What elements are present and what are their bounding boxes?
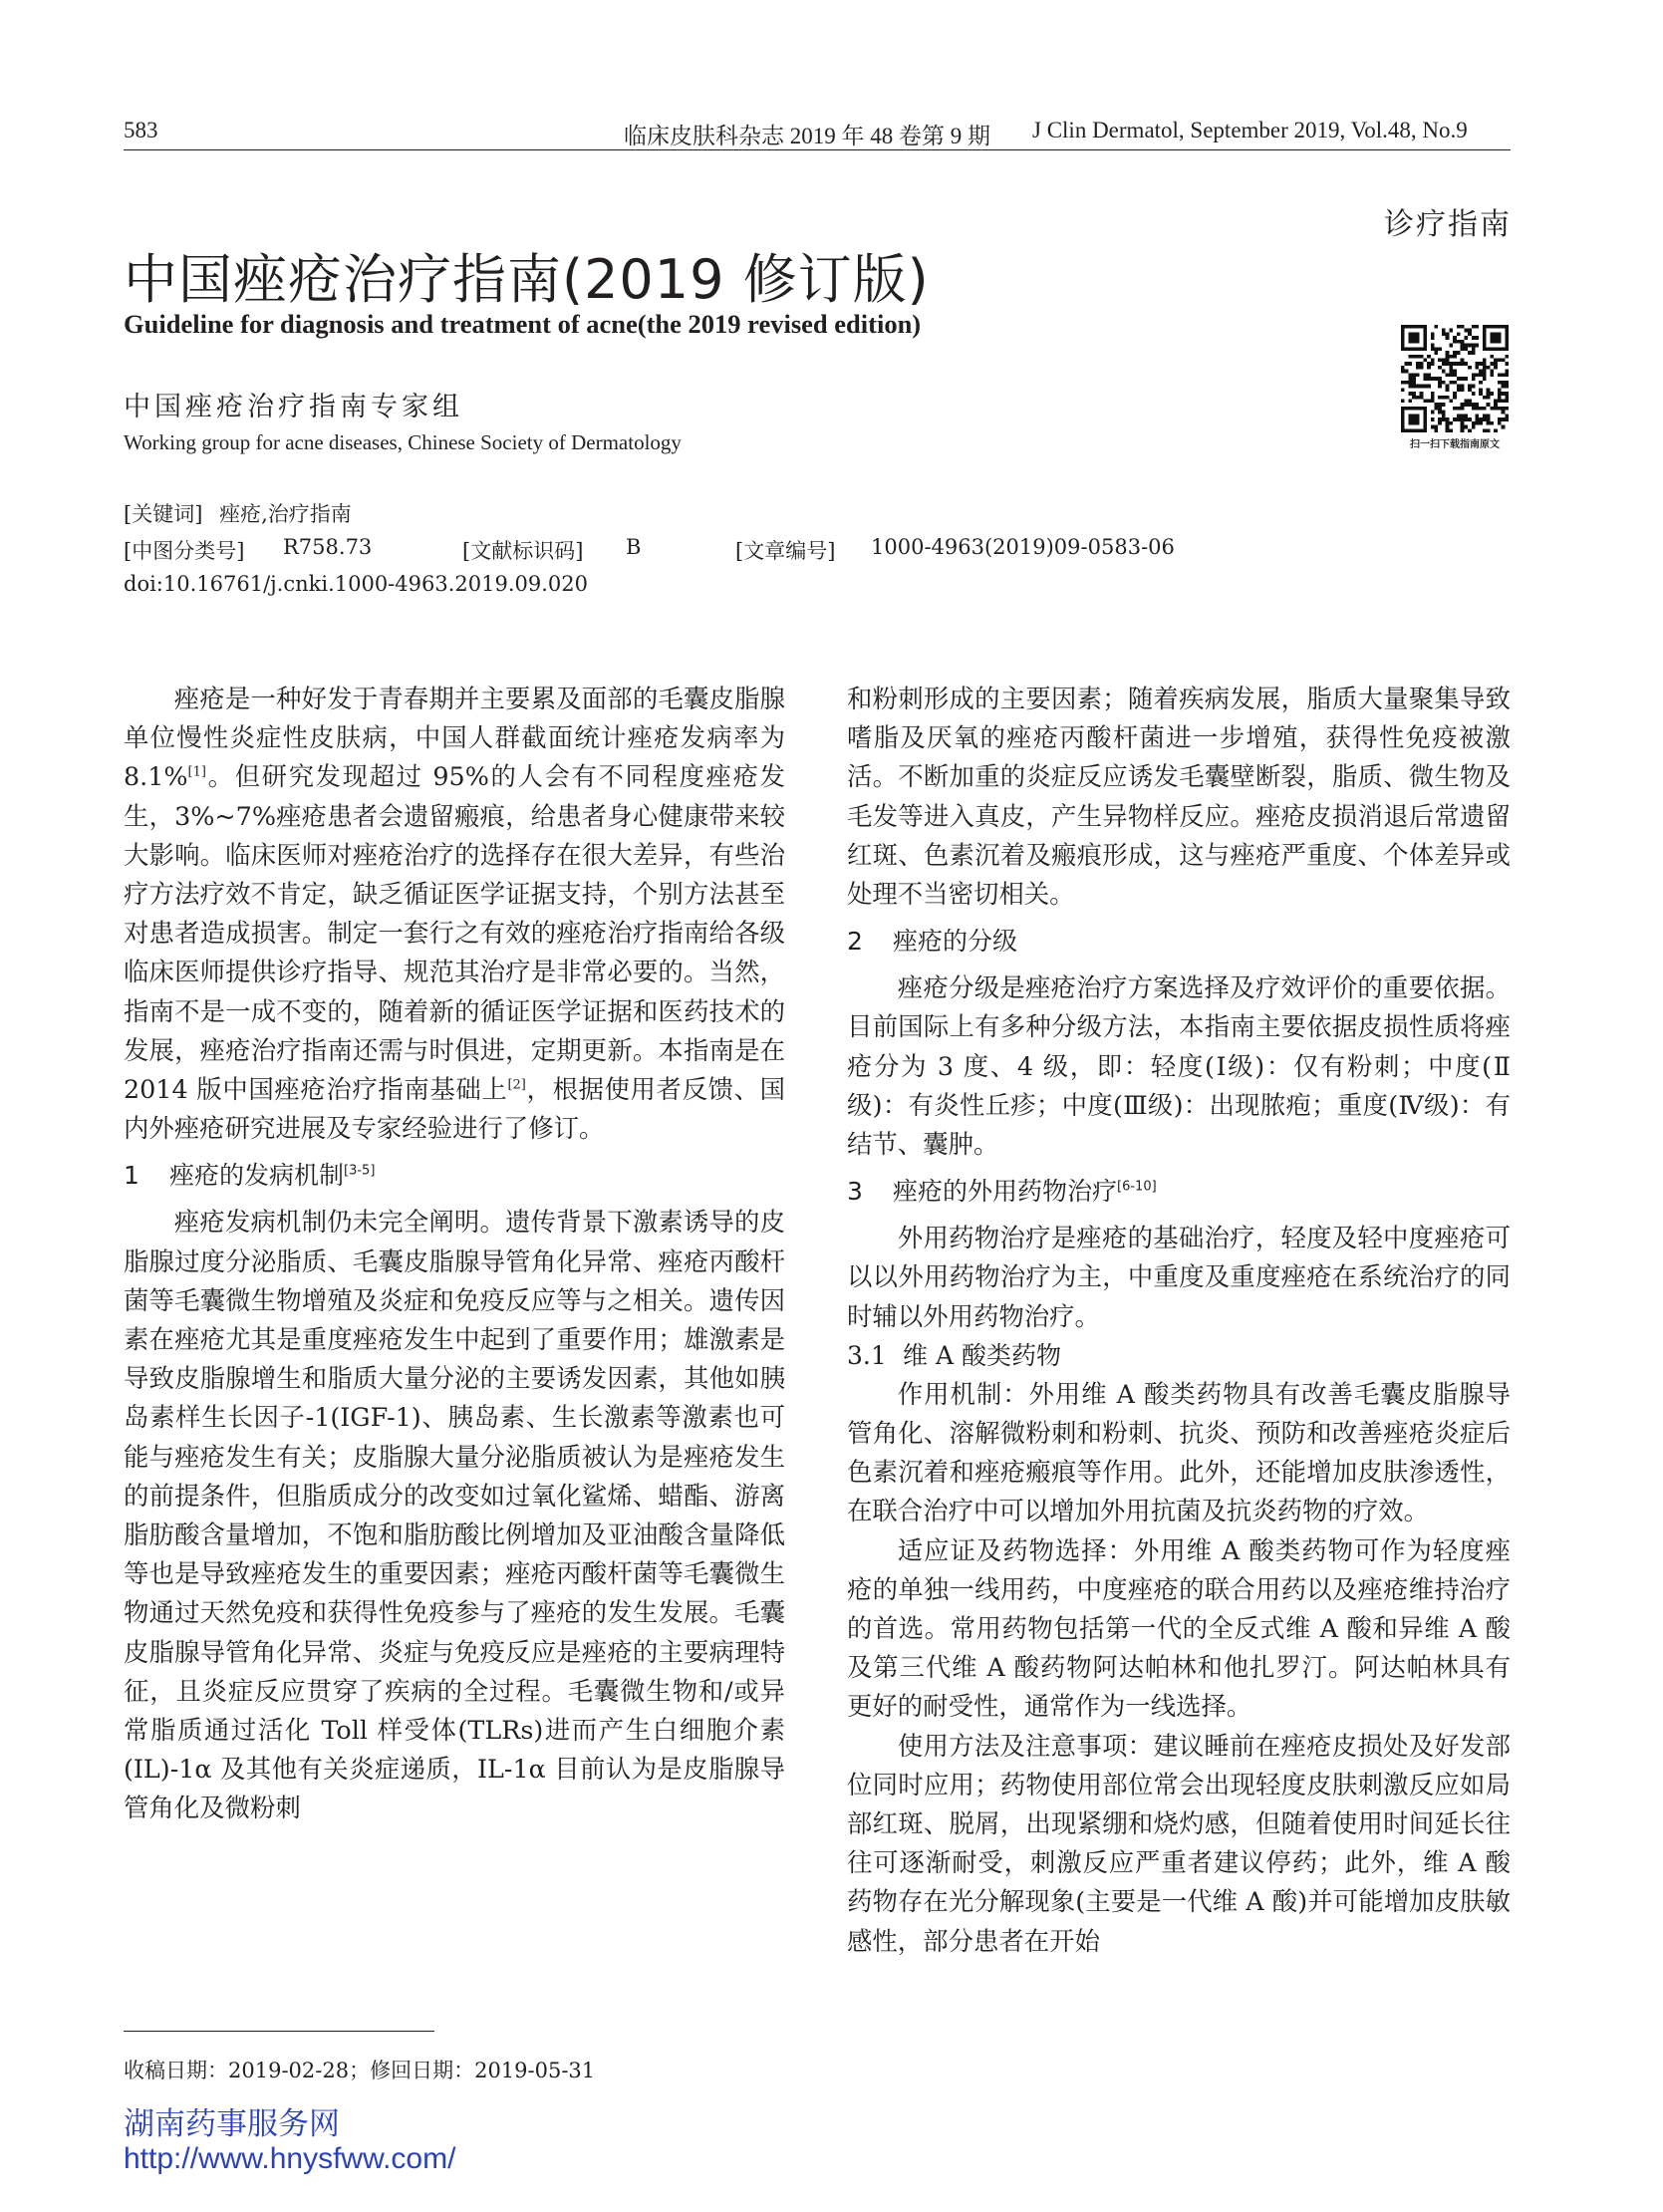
authors-zh: 中国痤疮治疗指南专家组 xyxy=(124,392,463,422)
clc-value: R758.73 xyxy=(283,535,373,559)
section-2-paragraph: 痤疮分级是痤疮治疗方案选择及疗效评价的重要依据。目前国际上有多种分级方法，本指南主要依据皮损性质将痤疮分为 3 度、4 级，即：轻度(Ⅰ级)：仅有粉刺；中度(Ⅱ级)：有炎性丘疹；中度(Ⅲ级)：出现脓疱；重度(Ⅳ级)：有结节、囊肿。 xyxy=(847,972,1511,1160)
authors-en: Working group for acne diseases, Chinese Society of Dermatology xyxy=(124,430,682,454)
doc-code-value: B xyxy=(626,535,642,559)
header-rule xyxy=(124,149,1511,150)
title-en: Guideline for diagnosis and treatment of acne(the 2019 revised edition) xyxy=(124,309,922,339)
keywords-label: [关键词] xyxy=(124,502,203,526)
qr-caption: 扫一扫下载指南原文 xyxy=(1410,439,1500,450)
journal-name-zh: 临床皮肤科杂志 2019 年 48 卷第 9 期 xyxy=(624,124,990,148)
ref-2[interactable]: [2] xyxy=(507,1077,526,1093)
ref-1[interactable]: [1] xyxy=(187,764,206,780)
qr-code[interactable] xyxy=(1401,325,1509,432)
footnote-rule xyxy=(124,2031,434,2032)
ref-3-5[interactable]: [3-5] xyxy=(344,1164,376,1180)
article-no-label: [文章编号] xyxy=(735,539,836,563)
right-column xyxy=(847,680,1511,1961)
indication-paragraph: 适应证及药物选择：外用维 A 酸类药物可作为轻度痤疮的单独一线用药，中度痤疮的联合用药以及痤疮维持治疗的首选。常用药物包括第一代的全反式维 A 酸和异维 A 酸及第三代维 A 酸药物阿达帕林和他扎罗汀。阿达帕林具有更好的耐受性，通常作为一线选择。 xyxy=(847,1534,1511,1722)
watermark-name: 湖南药事服务网 xyxy=(124,2106,340,2142)
section-3-paragraph: 外用药物治疗是痤疮的基础治疗，轻度及轻中度痤疮可以以外用药物治疗为主，中重度及重度痤疮在系统治疗的同时辅以外用药物治疗。 xyxy=(847,1223,1511,1331)
mechanism-paragraph: 作用机制：外用维 A 酸类药物具有改善毛囊皮脂腺导管角化、溶解微粉刺和粉刺、抗炎、预防和改善痤疮炎症后色素沉着和痤疮瘢痕等作用。此外，还能增加皮肤渗透性，在联合治疗中可以增加外用抗菌及抗炎药物的疗效。 xyxy=(847,1378,1511,1526)
article-no-value: 1000-4963(2019)09-0583-06 xyxy=(871,535,1175,559)
received-date: 收稿日期：2019-02-28；修回日期：2019-05-31 xyxy=(124,2059,596,2082)
section-2-heading: 2 痤疮的分级 xyxy=(847,927,1018,957)
watermark-url[interactable]: http://www.hnysfww.com/ xyxy=(124,2142,456,2175)
continued-paragraph: 和粉刺形成的主要因素；随着疾病发展，脂质大量聚集导致嗜脂及厌氧的痤疮丙酸杆菌进一步增殖，获得性免疫被激活。不断加重的炎症反应诱发毛囊壁断裂，脂质、微生物及毛发等进入真皮，产生异物样反应。痤疮皮损消退后常遗留红斑、色素沉着及瘢痕形成，这与痤疮严重度、个体差异或处理不当密切相关。 xyxy=(847,684,1511,910)
title-zh: 中国痤疮治疗指南(2019 修订版) xyxy=(124,248,930,311)
column-tag: 诊疗指南 xyxy=(1384,207,1512,242)
section-1-heading: 1 痤疮的发病机制[3-5] xyxy=(124,1161,376,1191)
left-column xyxy=(124,680,785,1828)
keywords xyxy=(124,498,352,528)
keywords-value: 痤疮,治疗指南 xyxy=(219,502,352,526)
ref-6-10[interactable]: [6-10] xyxy=(1117,1179,1157,1195)
journal-name-en: J Clin Dermatol, September 2019, Vol.48, No.9 xyxy=(1032,118,1468,142)
doc-code-label: [文献标识码] xyxy=(462,539,584,563)
doi: doi:10.16761/j.cnki.1000-4963.2019.09.020 xyxy=(124,572,588,596)
usage-paragraph: 使用方法及注意事项：建议睡前在痤疮皮损处及好发部位同时应用；药物使用部位常会出现轻度皮肤刺激反应如局部红斑、脱屑，出现紧绷和烧灼感，但随着使用时间延长往往可逐渐耐受，刺激反应严重者建议停药；此外，维 A 酸药物存在光分解现象(主要是一代维 A 酸)并可能增加皮肤敏感性，部分患者在开始 xyxy=(847,1730,1511,1956)
clc-label: [中图分类号] xyxy=(124,539,245,563)
section-1-paragraph: 痤疮发病机制仍未完全阐明。遗传背景下激素诱导的皮脂腺过度分泌脂质、毛囊皮脂腺导管角化异常、痤疮丙酸杆菌等毛囊微生物增殖及炎症和免疫反应等与之相关。遗传因素在痤疮尤其是重度痤疮发生中起到了重要作用；雄激素是导致皮脂腺增生和脂质大量分泌的主要诱发因素，其他如胰岛素样生长因子-1(IGF-1)、胰岛素、生长激素等激素也可能与痤疮发生有关；皮脂腺大量分泌脂质被认为是痤疮发生的前提条件，但脂质成分的改变如过氧化鲨烯、蜡酯、游离脂肪酸含量增加，不饱和脂肪酸比例增加及亚油酸含量降低等也是导致痤疮发生的重要因素；痤疮丙酸杆菌等毛囊微生物通过天然免疫和获得性免疫参与了痤疮的发生发展。毛囊皮脂腺导管角化异常、炎症与免疫反应是痤疮的主要病理特征，且炎症反应贯穿了疾病的全过程。毛囊微生物和/或异常脂质通过活化 Toll 样受体(TLRs)进而产生白细胞介素(IL)-1α 及其他有关炎症递质，IL-1α 目前认为是皮脂腺导管角化及微粉刺 xyxy=(124,1207,785,1823)
intro-paragraph: 痤疮是一种好发于青春期并主要累及面部的毛囊皮脂腺单位慢性炎症性皮肤病，中国人群截面统计痤疮发病率为 8.1%[1]。但研究发现超过 95%的人会有不同程度痤疮发生，3%~7%痤疮患者会遗留瘢痕，给患者身心健康带来较大影响。临床医师对痤疮治疗的选择存在很大差异，有些治疗方法疗效不肯定，缺乏循证医学证据支持，个别方法甚至对患者造成损害。制定一套行之有效的痤疮治疗指南给各级临床医师提供诊疗指导、规范其治疗是非常必要的。当然，指南不是一成不变的，随着新的循证医学证据和医药技术的发展，痤疮治疗指南还需与时俱进，定期更新。本指南是在 2014 版中国痤疮治疗指南基础上[2]，根据使用者反馈、国内外痤疮研究进展及专家经验进行了修订。 xyxy=(124,684,785,1144)
page-number: 583 xyxy=(124,118,158,142)
section-3-heading: 3 痤疮的外用药物治疗[6-10] xyxy=(847,1177,1157,1207)
section-3-1-heading: 3.1 维 A 酸类药物 xyxy=(847,1340,1061,1370)
